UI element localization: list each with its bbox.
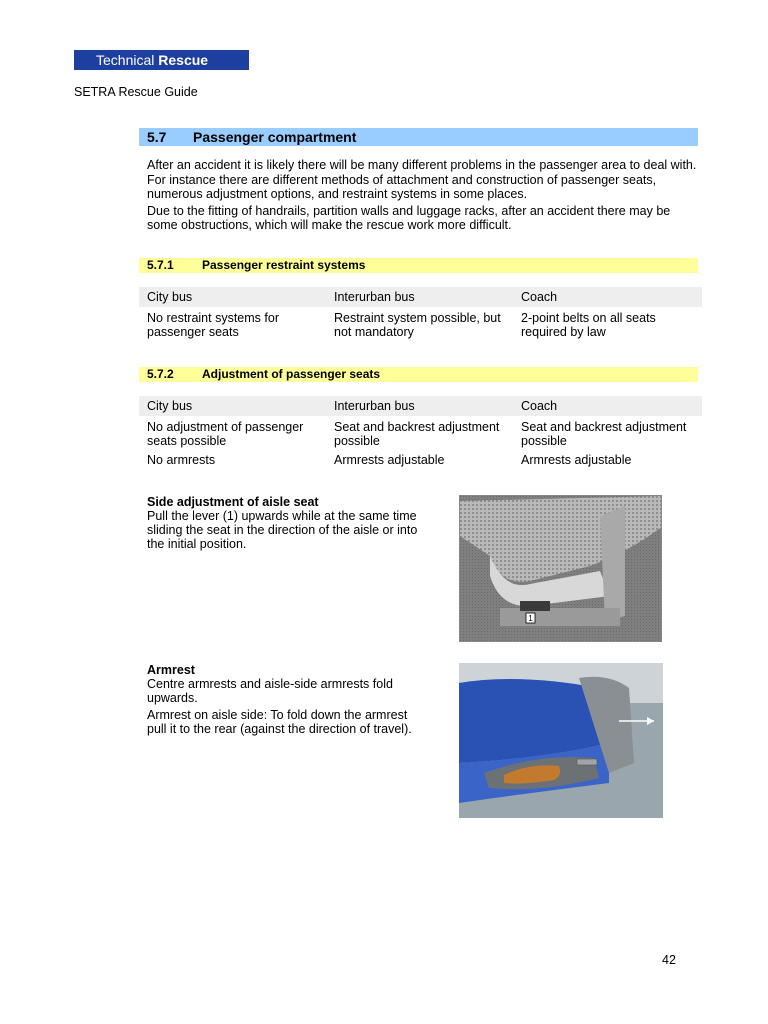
column-header: Interurban bus (334, 399, 415, 413)
table-row (139, 453, 702, 469)
subsection-title: Passenger restraint systems (202, 258, 366, 272)
subsection-number: 5.7.2 (147, 367, 174, 381)
intro-paragraph: After an accident it is likely there will be many different problems in the passenger area to deal with. For instance there are different methods of attachment and construction of passenger seats, numerous adjustment options, and restraint systems in some places. (147, 158, 697, 201)
table-cell: No restraint systems for passenger seats (147, 311, 279, 339)
subsection-number: 5.7.1 (147, 258, 174, 272)
block-text: Pull the lever (1) upwards while at the same time sliding the seat in the direction of the aisle or into the initial position. (147, 509, 418, 551)
table-cell: Armrests adjustable (521, 453, 632, 467)
aisle-seat-block (147, 495, 422, 554)
callout-label: 1 (528, 614, 533, 623)
column-header: Coach (521, 290, 558, 304)
table-header-restraint (139, 287, 702, 307)
table-row (139, 420, 702, 450)
table-header-adjustment (139, 396, 702, 416)
intro-paragraph: Due to the fitting of handrails, partition walls and luggage racks, after an accident there may be some obstructions, which will make the rescue work more difficult. (147, 203, 671, 232)
table-cell: Restraint system possible, but not mandatory (334, 311, 501, 339)
section-number: 5.7 (147, 129, 167, 145)
block-title: Armrest (147, 663, 195, 677)
table-cell: Seat and backrest adjustment possible (334, 420, 500, 448)
page-number: 42 (662, 953, 676, 967)
banner-text-bold: Rescue (158, 52, 209, 68)
subsection-title: Adjustment of passenger seats (202, 367, 381, 381)
column-header: Interurban bus (334, 290, 415, 304)
block-text: Armrest on aisle side: To fold down the armrest pull it to the rear (against the direction of travel). (147, 708, 412, 736)
aisle-seat-photo (459, 495, 662, 642)
banner-text-light: Technical (96, 52, 155, 68)
table-cell: No armrests (147, 453, 216, 467)
subsection-heading-restraint (139, 258, 698, 273)
armrest-block (147, 663, 422, 739)
section-title: Passenger compartment (193, 129, 357, 145)
intro-text (147, 158, 702, 235)
table-cell: Armrests adjustable (334, 453, 445, 467)
block-title: Side adjustment of aisle seat (147, 495, 319, 509)
subsection-heading-adjustment (139, 367, 698, 382)
section-heading (139, 128, 698, 146)
document-title: SETRA Rescue Guide (74, 85, 198, 99)
header-banner (74, 50, 249, 70)
column-header: City bus (147, 399, 193, 413)
block-text: Centre armrests and aisle-side armrests fold upwards. (147, 677, 393, 705)
table-cell: Seat and backrest adjustment possible (521, 420, 687, 448)
column-header: City bus (147, 290, 193, 304)
table-cell: 2-point belts on all seats required by law (521, 311, 656, 339)
table-row (139, 311, 702, 341)
armrest-photo (459, 663, 663, 818)
table-cell: No adjustment of passenger seats possible (147, 420, 304, 448)
column-header: Coach (521, 399, 558, 413)
